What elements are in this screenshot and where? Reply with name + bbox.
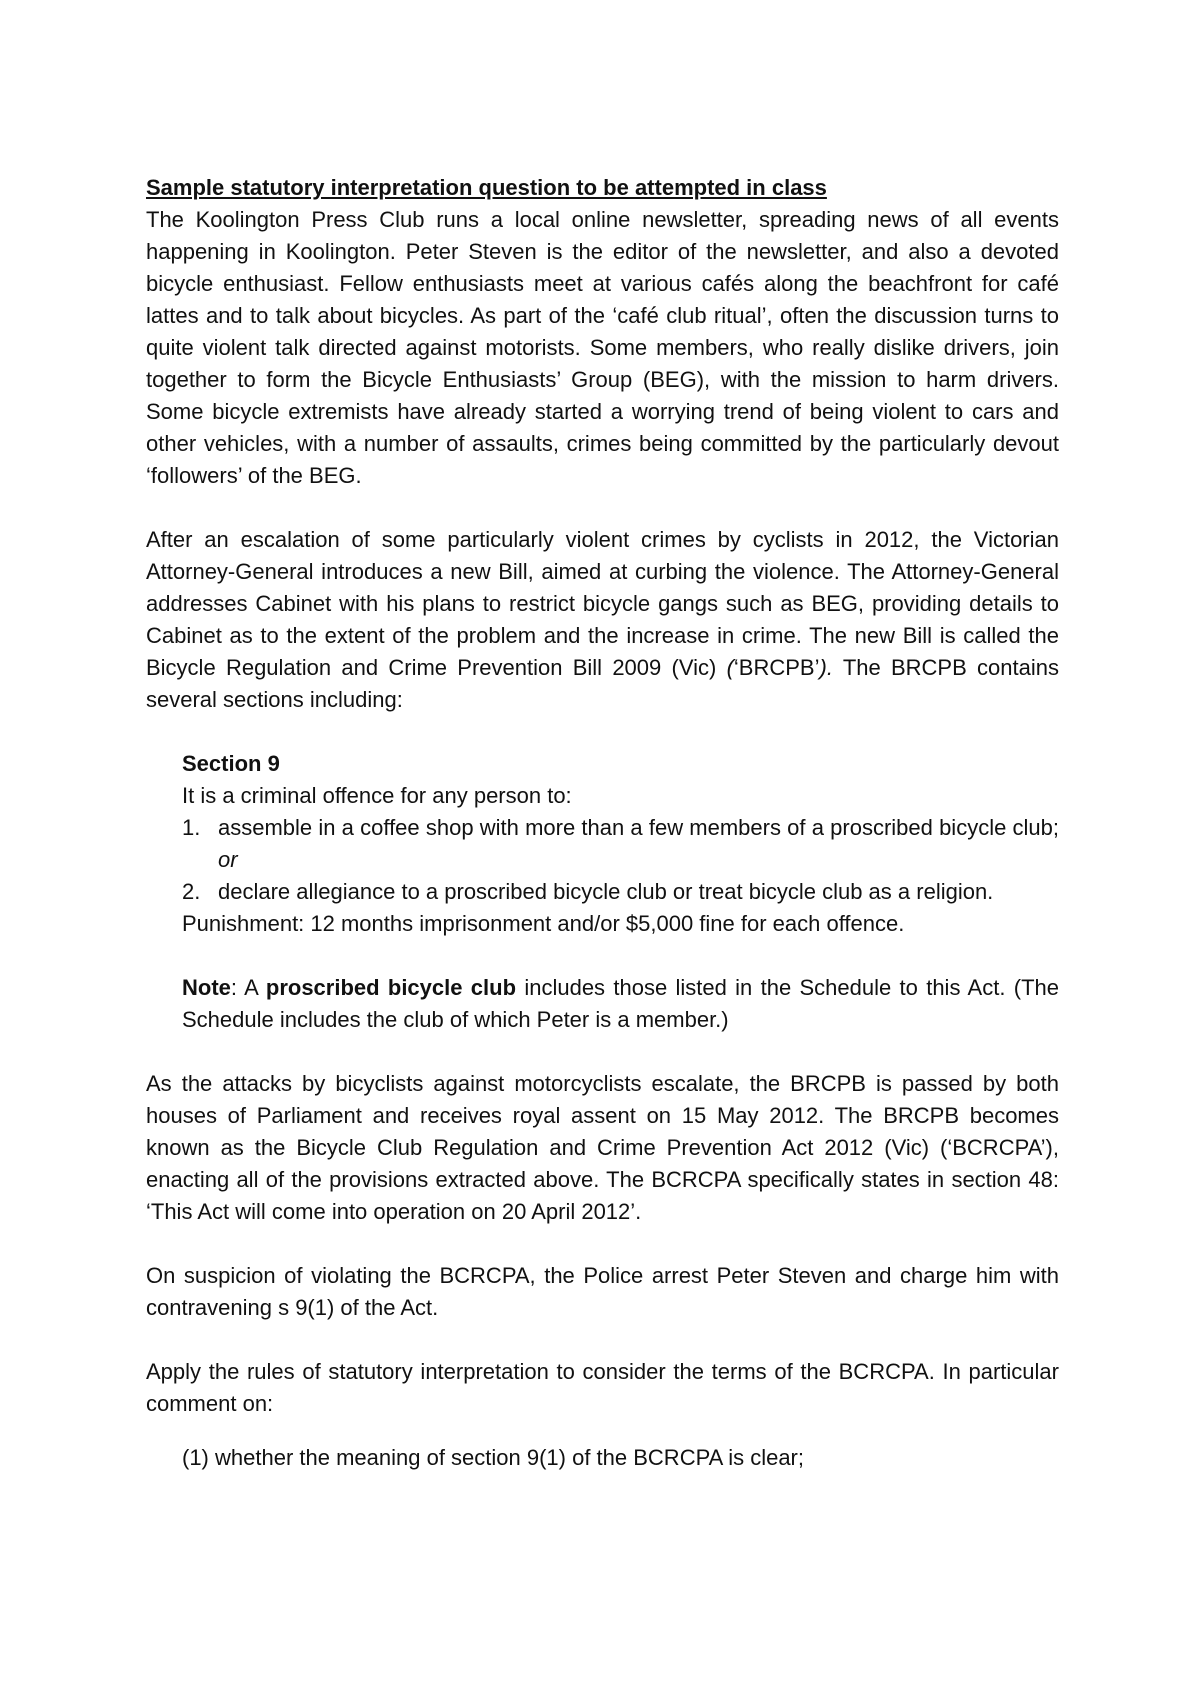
paragraph-task: Apply the rules of statutory interpretation to consider the terms of the BCRCPA. In particular comment on: <box>146 1359 1059 1416</box>
spacer <box>146 716 1059 748</box>
section-heading <box>182 748 1059 780</box>
bill-abbreviation: ‘BRCPB’ <box>733 655 820 680</box>
paren-open: ( <box>726 655 734 680</box>
spacer <box>146 1036 1059 1068</box>
section-extract <box>182 748 1059 1036</box>
spacer <box>146 492 1059 524</box>
spacer <box>146 1324 1059 1356</box>
note-label: Note <box>182 975 231 1000</box>
offence-item-2 <box>182 876 1059 908</box>
paragraph-enactment: As the attacks by bicyclists against motorcyclists escalate, the BRCPB is passed by both houses of Parliament and receives royal assent on 15 May 2012. The BRCPB becomes known as the Bicycle Club Regulation and Crime Prevention Act 2012 (Vic) (‘BCRCPA’), enacting all of the provisions extracted above. The BCRCPA specifically states in section 48: ‘This Act will come into operation on 20 April 2012’. <box>146 1071 1059 1224</box>
offence-item-1 <box>182 812 1059 876</box>
paragraph-bill-tail: The BRCPB contains several sections including: <box>146 655 1059 712</box>
offence-text: declare allegiance to a proscribed bicycle club or treat bicycle club as a religion. <box>218 879 994 904</box>
paragraph-intro: The Koolington Press Club runs a local online newsletter, spreading news of all events happening in Koolington. Peter Steven is the editor of the newsletter, and also a devoted bicycle enthusiast. Fellow enthusiasts meet at various cafés along the beachfront for café lattes and to talk about bicycles. As part of the ‘café club ritual’, often the discussion turns to quite violent talk directed against motorists. Some members, who really dislike drivers, join together to form the Bicycle Enthusiasts’ Group (BEG), with the mission to harm drivers. Some bicycle extremists have already started a worrying trend of being violent to cars and other vehicles, with a number of assaults, crimes being committed by the particularly devout ‘followers’ of the BEG. <box>146 207 1059 488</box>
note-rest: includes those listed in the Schedule to this Act. (The Schedule includes the club of which Peter is a member.) <box>182 975 1059 1032</box>
offence-number: 2. <box>182 879 201 904</box>
paragraph-bill <box>146 524 1059 716</box>
note-after-label: : A <box>230 975 266 1000</box>
spacer <box>146 1228 1059 1260</box>
section-intro: It is a criminal offence for any person to: <box>182 783 572 808</box>
offence-text: assemble in a coffee shop with more than a few members of a proscribed bicycle club; <box>218 815 1059 840</box>
spacer <box>182 940 1059 972</box>
paren-close: ). <box>819 655 833 680</box>
paragraph-bill-main: After an escalation of some particularly violent crimes by cyclists in 2012, the Victorian Attorney-General introduces a new Bill, aimed at curbing the violence. The Attorney-General addresses Cabinet with his plans to restrict bicycle gangs such as BEG, providing details to Cabinet as to the extent of the problem and the increase in crime. The new Bill is called the Bicycle Regulation and Crime Prevention Bill 2009 (Vic) <box>146 527 1059 680</box>
note-term: proscribed bicycle club <box>265 975 517 1000</box>
section-punishment: Punishment: 12 months imprisonment and/or $5,000 fine for each offence. <box>182 911 905 936</box>
document-page <box>146 172 1059 1496</box>
offence-suffix: or <box>218 847 238 872</box>
section-heading-text: Section 9 <box>182 751 280 776</box>
paragraph-arrest: On suspicion of violating the BCRCPA, the Police arrest Peter Steven and charge him with contravening s 9(1) of the Act. <box>146 1263 1059 1320</box>
offence-number: 1. <box>182 815 201 840</box>
question-1: (1) whether the meaning of section 9(1) of the BCRCPA is clear; <box>182 1445 804 1470</box>
section-note <box>182 972 1059 1036</box>
offence-list <box>182 812 1059 908</box>
document-title: Sample statutory interpretation question to be attempted in class <box>146 175 827 200</box>
